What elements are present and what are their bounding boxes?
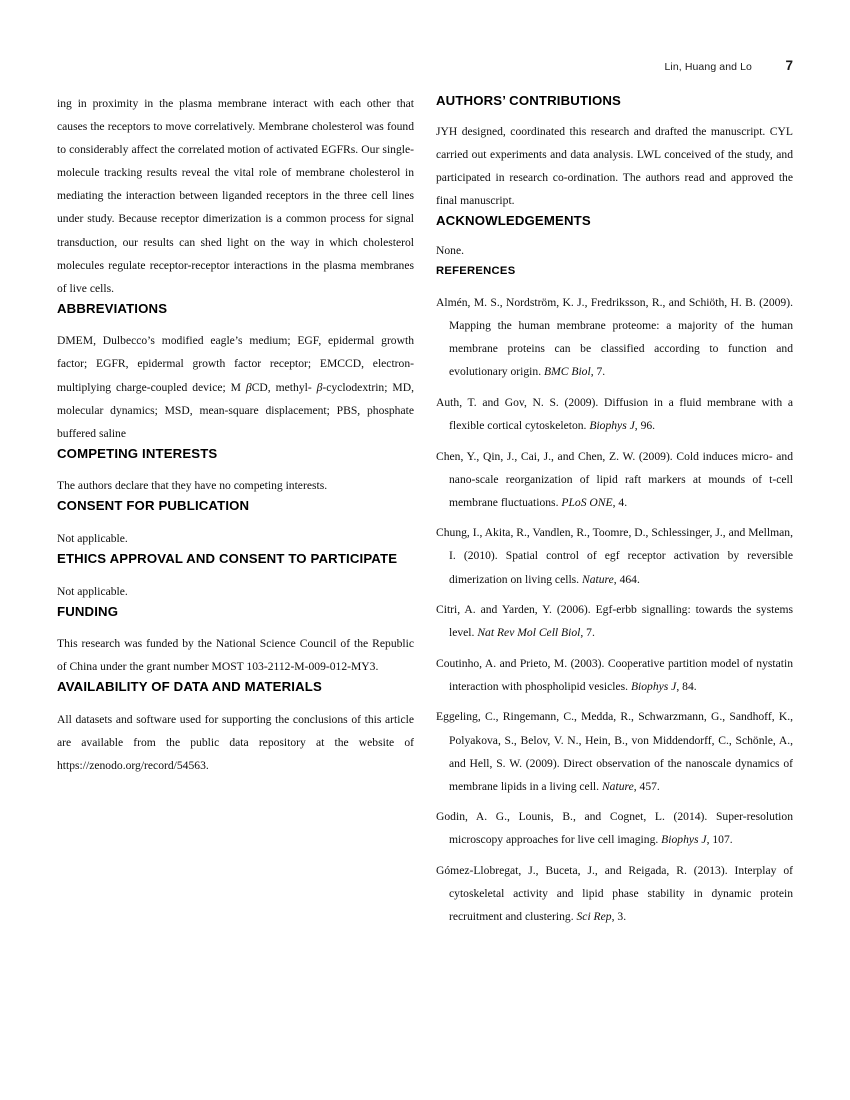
reference-volume: , 84. (676, 679, 697, 693)
page-number: 7 (785, 58, 793, 73)
funding-text: This research was funded by the National Science Council of the Republic of China under the grant number MOST 103-2112-M-009-012-MY3. (57, 637, 414, 674)
competing-interests-text: The authors declare that they have no competing interests. (57, 479, 328, 493)
reference-journal: Nature (581, 572, 614, 586)
reference-volume: , 464. (613, 572, 640, 586)
abbreviations-part-1: DMEM, Dulbecco’s modified eagle’s medium; EGF, epidermal growth factor; EGFR, epidermal growth factor receptor; EMCCD, electron-multiplying charge-coupled device; M (57, 334, 414, 394)
reference-text: Chen, Y., Qin, J., Cai, J., and Chen, Z. W. (2009). Cold induces micro- and nano-scale reorganization of lipid raft markers at mounds of t-cell membrane fluctuations. (436, 449, 793, 509)
abbreviations-text (57, 329, 414, 444)
reference-journal: BMC Biol (544, 365, 591, 379)
reference-volume: , 3. (611, 910, 627, 924)
beta-symbol-1: β (245, 380, 252, 394)
continued-paragraph: ing in proximity in the plasma membrane interact with each other that causes the receptors to move correlatively. Membrane cholesterol was found to considerably affect the correlated motion of activated EGFRs. Our single-molecule tracking results reveal the vital role of membrane cholesterol in mediating the interaction between liganded receptors in the three cell lines under study. Because receptor dimerization is a common process for signal transduction, our results can shed light on the way in which cholesterol molecules regulate receptor-receptor interactions in the plasma membranes of live cells. (57, 97, 414, 295)
reference-journal: Nature (601, 779, 634, 793)
heading-consent-for-publication: CONSENT FOR PUBLICATION (57, 498, 250, 514)
reference-volume: , 107. (706, 833, 733, 847)
right-column (436, 92, 793, 1057)
reference-journal: Sci Rep (576, 910, 612, 924)
reference-text: Almén, M. S., Nordström, K. J., Fredriksson, R., and Schiöth, H. B. (2009). Mapping the human membrane proteome: a majority of the human membrane proteins can be classified according to function and evolutionary origin. (436, 295, 793, 379)
heading-acknowledgements: ACKNOWLEDGEMENTS (436, 212, 591, 228)
reference-text: Gómez-Llobregat, J., Buceta, J., and Reigada, R. (2013). Interplay of cytoskeletal activity and lipid phase stability in dynamic protein recruitment and clustering. (436, 864, 793, 924)
consent-for-publication-text: Not applicable. (57, 531, 128, 545)
reference-item (436, 652, 793, 698)
abbreviations-part-3: -cyclodextrin; MD, molecular dynamics; MSD, mean-square displacement; PBS, phosphate buffered saline (57, 380, 414, 440)
reference-item (436, 859, 793, 928)
beta-symbol-2: β (316, 380, 323, 394)
reference-volume: , 96. (634, 418, 656, 432)
heading-competing-interests: COMPETING INTERESTS (57, 445, 218, 461)
reference-item (436, 521, 793, 590)
reference-text: Auth, T. and Gov, N. S. (2009). Diffusion in a fluid membrane with a flexible cortical cytoskeleton. (436, 395, 793, 432)
availability-of-data-text: All datasets and software used for supporting the conclusions of this article are available from the public data repository at the website of https://zenodo.org/record/54563. (57, 712, 414, 772)
reference-text: Citri, A. and Yarden, Y. (2006). Egf-erbb signalling: towards the systems level. (436, 603, 793, 640)
reference-volume: , 7. (590, 365, 606, 379)
reference-item (436, 445, 793, 514)
two-column-body (57, 92, 793, 1057)
reference-volume: , 4. (612, 495, 628, 509)
heading-references: REFERENCES (436, 265, 516, 278)
reference-text: Chung, I., Akita, R., Vandlen, R., Toomre, D., Schlessinger, J., and Mellman, I. (2010). Spatial control of egf receptor activation by reversible dimerization on living cells. (436, 526, 793, 586)
reference-item (436, 805, 793, 851)
reference-item (436, 391, 793, 437)
reference-item (436, 598, 793, 644)
reference-journal: Biophys J (630, 679, 677, 693)
reference-journal: PLoS ONE (561, 495, 613, 509)
reference-journal: Nat Rev Mol Cell Biol (477, 626, 581, 640)
reference-list (436, 291, 793, 928)
running-head-authors: Lin, Huang and Lo (664, 61, 752, 73)
left-column (57, 92, 414, 1057)
reference-volume: , 457. (633, 779, 660, 793)
reference-journal: Biophys J (661, 833, 707, 847)
ethics-approval-text: Not applicable. (57, 584, 128, 598)
abbreviations-part-2: CD, methyl- (251, 380, 317, 394)
reference-text: Godin, A. G., Lounis, B., and Cognet, L. (2014). Super-resolution microscopy approaches for live cell imaging. (436, 810, 793, 847)
authors-contributions-text: JYH designed, coordinated this research and drafted the manuscript. CYL carried out experiments and data analysis. LWL conceived of the study, and participated in research co-ordination. The authors read and approved the final manuscript. (436, 124, 793, 207)
reference-item (436, 705, 793, 797)
heading-funding: FUNDING (57, 603, 119, 619)
reference-text: Coutinho, A. and Prieto, M. (2003). Cooperative partition model of nystatin interaction with phospholipid vesicles. (436, 656, 793, 693)
acknowledgements-text: None. (436, 244, 465, 258)
heading-ethics-approval: ETHICS APPROVAL AND CONSENT TO PARTICIPATE (57, 551, 398, 566)
heading-availability-of-data: AVAILABILITY OF DATA AND MATERIALS (57, 679, 322, 695)
reference-journal: Biophys J (589, 418, 635, 432)
reference-text: Eggeling, C., Ringemann, C., Medda, R., Schwarzmann, G., Sandhoff, K., Polyakova, S., Belov, V. N., Hein, B., von Middendorff, C., Schönle, A., and Hell, S. W. (2009). Direct observation of the nanoscale dynamics of membrane lipids in a living cell. (436, 710, 793, 793)
reference-volume: , 7. (580, 626, 595, 640)
heading-abbreviations: ABBREVIATIONS (57, 300, 168, 316)
running-head (57, 58, 793, 74)
reference-item (436, 291, 793, 383)
heading-authors-contributions: AUTHORS’ CONTRIBUTIONS (436, 93, 621, 108)
